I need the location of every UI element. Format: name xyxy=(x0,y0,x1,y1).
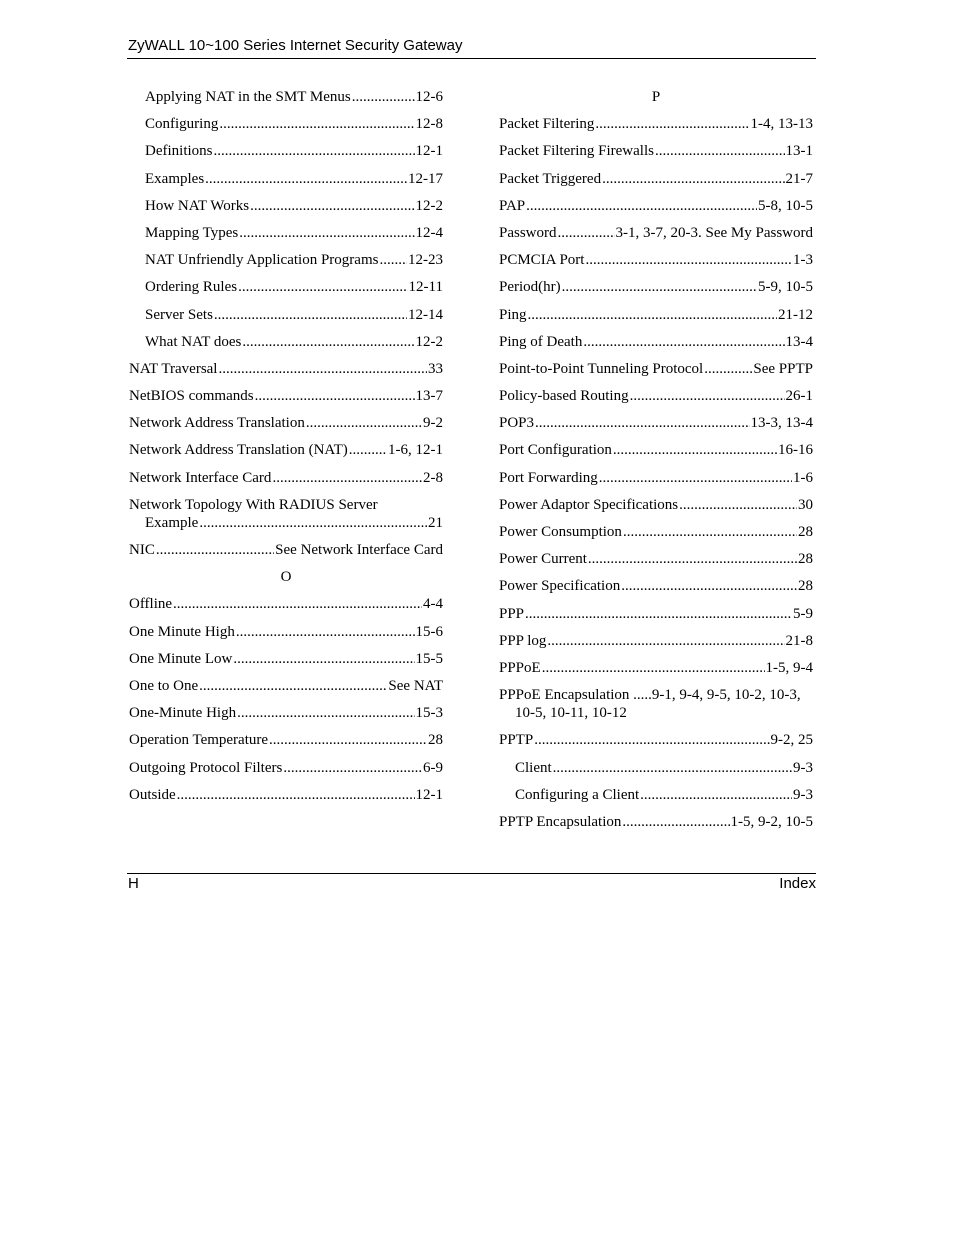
index-term: NetBIOS commands xyxy=(129,388,254,405)
page-reference: 13-3, 13-4 xyxy=(750,415,813,432)
index-term: Port Forwarding xyxy=(499,469,598,486)
index-term: NIC xyxy=(129,542,155,558)
index-entry xyxy=(499,142,813,160)
page-reference: 5-9 xyxy=(793,605,813,622)
index-subentry xyxy=(129,88,443,106)
page-reference: 21-7 xyxy=(785,170,813,187)
dot-leader xyxy=(269,731,427,749)
page-reference: 33 xyxy=(428,360,443,377)
dot-leader xyxy=(352,88,415,106)
index-column-left xyxy=(129,88,443,813)
index-entry xyxy=(129,650,443,668)
index-entry xyxy=(499,197,813,215)
dot-leader xyxy=(239,224,414,242)
index-term: Server Sets xyxy=(145,306,213,323)
page-reference: 9-3 xyxy=(793,786,813,803)
page-reference: 12-23 xyxy=(408,252,443,269)
dot-leader xyxy=(199,677,387,695)
page-reference: 1-3 xyxy=(793,252,813,269)
dot-leader xyxy=(542,659,765,677)
dot-leader xyxy=(349,441,387,459)
dot-leader xyxy=(528,306,777,324)
page-reference: 28 xyxy=(798,551,813,568)
index-subentry xyxy=(129,170,443,188)
index-term: Ping of Death xyxy=(499,333,583,350)
index-entry xyxy=(129,623,443,641)
page-reference: 1-5, 9-2, 10-5 xyxy=(730,813,813,830)
page-reference: 12-2 xyxy=(415,333,443,350)
header-title: ZyWALL 10~100 Series Internet Security Gateway xyxy=(128,37,463,54)
index-term: One-Minute High xyxy=(129,705,237,722)
index-term: Ping xyxy=(499,306,527,323)
index-entry xyxy=(499,523,813,541)
index-term: Port Configuration xyxy=(499,442,612,459)
page-reference: See PPTP xyxy=(753,360,813,377)
index-entry xyxy=(129,731,443,749)
index-entry xyxy=(499,496,813,514)
index-term: Offline xyxy=(129,596,173,613)
index-entry xyxy=(129,496,443,532)
index-term: Network Address Translation (NAT) xyxy=(129,442,348,459)
index-subentry xyxy=(129,278,443,296)
index-entry xyxy=(499,115,813,133)
index-term: PAP xyxy=(499,197,526,214)
dot-leader xyxy=(526,197,757,215)
index-term: NAT Unfriendly Application Programs xyxy=(145,252,379,269)
page-reference: 12-17 xyxy=(408,170,443,187)
dot-leader xyxy=(233,650,414,668)
page-reference: 9-2, 25 xyxy=(770,732,813,749)
index-term: Configuring a Client xyxy=(515,786,640,803)
index-letter-heading: P xyxy=(651,89,661,105)
page-reference: 15-5 xyxy=(415,650,443,667)
page-reference: 26-1 xyxy=(785,388,813,405)
page-reference: 15-6 xyxy=(415,623,443,640)
dot-leader xyxy=(640,786,792,804)
index-entry xyxy=(499,224,813,242)
index-entry xyxy=(499,278,813,296)
index-term: One Minute Low xyxy=(129,650,233,667)
index-term: Packet Triggered xyxy=(499,170,602,187)
index-subentry xyxy=(129,251,443,269)
index-term: Configuring xyxy=(145,116,219,133)
page-reference: 9-1, 9-4, 9-5, 10-2, 10-3, 10-5, 10-11, 10-12 xyxy=(515,687,801,722)
dot-leader xyxy=(613,441,777,459)
page-reference: 21 xyxy=(428,514,443,531)
page-reference: 12-4 xyxy=(415,224,443,241)
index-entry xyxy=(129,677,443,695)
dot-leader xyxy=(283,759,422,777)
index-subentry xyxy=(129,197,443,215)
dot-leader xyxy=(199,514,427,532)
index-entry xyxy=(129,786,443,804)
page-reference: 12-11 xyxy=(408,279,443,296)
page-reference: 28 xyxy=(798,578,813,595)
dot-leader xyxy=(177,786,415,804)
page-reference: 13-1 xyxy=(785,143,813,160)
index-term: One to One xyxy=(129,677,199,694)
index-term: Ordering Rules xyxy=(145,279,238,296)
page-reference: 2-8 xyxy=(423,469,443,486)
index-term: Point-to-Point Tunneling Protocol xyxy=(499,360,704,377)
index-term-tail: Example xyxy=(145,514,199,531)
page-reference: 21-8 xyxy=(785,632,813,649)
index-term: PPP xyxy=(499,605,525,622)
dot-leader xyxy=(255,387,415,405)
dot-leader xyxy=(534,731,769,749)
page-reference: 1-6, 12-1 xyxy=(388,442,443,459)
page-reference: 13-7 xyxy=(415,388,443,405)
page-reference: 12-14 xyxy=(408,306,443,323)
index-entry xyxy=(129,595,443,613)
index-entry xyxy=(129,387,443,405)
index-subentry xyxy=(129,224,443,242)
index-entry xyxy=(499,577,813,595)
page-reference: 6-9 xyxy=(423,759,443,776)
dot-leader xyxy=(585,251,792,269)
index-term: One Minute High xyxy=(129,623,235,640)
dot-leader xyxy=(679,496,797,514)
index-subentry xyxy=(499,786,813,804)
dot-leader xyxy=(156,541,274,559)
index-subentry xyxy=(129,306,443,324)
page-reference: 28 xyxy=(798,524,813,540)
dot-leader xyxy=(214,142,415,160)
dot-leader xyxy=(602,170,784,188)
index-term: Mapping Types xyxy=(145,224,239,241)
index-term: Client xyxy=(515,759,552,776)
index-term: PPTP xyxy=(499,732,534,749)
dot-leader xyxy=(525,605,792,623)
index-entry xyxy=(129,541,443,559)
page-reference: 1-6 xyxy=(793,469,813,486)
footer-rule xyxy=(127,873,816,874)
index-entry xyxy=(499,632,813,650)
page-reference: 1-5, 9-4 xyxy=(765,659,813,676)
index-term: Examples xyxy=(145,170,205,187)
page-reference: 9-2 xyxy=(423,415,443,432)
dot-leader xyxy=(214,306,407,324)
index-entry xyxy=(499,659,813,677)
index-letter-heading: O xyxy=(280,569,292,586)
index-entry xyxy=(499,387,813,405)
page-reference: 4-4 xyxy=(423,596,443,613)
index-term: Policy-based Routing xyxy=(499,388,629,405)
page-reference: 9-3 xyxy=(793,759,813,776)
index-term: Network Address Translation xyxy=(129,415,305,432)
dot-leader xyxy=(622,813,729,831)
index-entry xyxy=(499,469,813,487)
dot-leader xyxy=(205,170,407,188)
dot-leader xyxy=(599,469,792,487)
page-reference: 30 xyxy=(798,496,813,513)
index-entry xyxy=(499,360,813,378)
dot-leader xyxy=(237,704,414,722)
index-term: NAT Traversal xyxy=(129,360,218,377)
index-term: Period(hr) xyxy=(499,279,561,296)
index-term: PPP log xyxy=(499,632,547,649)
index-term: PPPoE Encapsulation xyxy=(499,687,630,704)
page-reference: 12-2 xyxy=(415,197,443,214)
index-term: PPTP Encapsulation xyxy=(499,813,622,830)
index-term: How NAT Works xyxy=(145,197,250,214)
index-entry xyxy=(499,550,813,568)
header-rule xyxy=(127,58,816,59)
dot-leader xyxy=(379,251,407,269)
dot-leader xyxy=(655,142,785,160)
dot-leader xyxy=(595,115,749,133)
index-term: Applying NAT in the SMT Menus xyxy=(145,89,351,105)
dot-leader xyxy=(623,523,797,541)
page-reference: 12-1 xyxy=(415,143,443,160)
index-term: POP3 xyxy=(499,415,535,432)
dot-leader xyxy=(558,224,615,242)
index-term: Packet Filtering xyxy=(499,116,595,133)
dot-leader xyxy=(630,387,785,405)
index-term: PPPoE xyxy=(499,659,541,676)
page-reference: 21-12 xyxy=(778,306,813,323)
index-subentry xyxy=(129,115,443,133)
index-column-right xyxy=(499,88,813,840)
page-reference: 15-3 xyxy=(415,705,443,722)
dot-leader xyxy=(547,632,784,650)
page-reference: 16-16 xyxy=(778,442,813,459)
index-term: Network Interface Card xyxy=(129,469,272,486)
dot-leader xyxy=(218,360,427,378)
index-subentry xyxy=(129,142,443,160)
index-term: Network Topology With RADIUS Server xyxy=(129,496,378,513)
footer-section-name: Index xyxy=(779,875,816,892)
index-entry xyxy=(129,360,443,378)
page-reference: 12-6 xyxy=(415,89,443,105)
page-reference: 5-8, 10-5 xyxy=(758,197,813,214)
dot-leader xyxy=(583,333,784,351)
dot-leader xyxy=(219,115,414,133)
index-term: Power Current xyxy=(499,551,587,568)
page-reference: See Network Interface Card xyxy=(275,542,443,558)
page-reference: 12-1 xyxy=(415,786,443,803)
index-entry xyxy=(499,731,813,749)
dot-leader xyxy=(562,278,757,296)
index-entry xyxy=(499,441,813,459)
dot-leader xyxy=(173,595,422,613)
index-entry xyxy=(499,170,813,188)
index-term: Power Adaptor Specifications xyxy=(499,496,679,513)
index-entry xyxy=(499,414,813,432)
dot-leader xyxy=(553,759,792,777)
dot-leader xyxy=(588,550,797,568)
index-entry xyxy=(499,813,813,831)
index-term: Outgoing Protocol Filters xyxy=(129,759,283,776)
index-entry xyxy=(129,414,443,432)
index-entry xyxy=(499,605,813,623)
page-reference: See NAT xyxy=(388,677,443,694)
index-term: Outside xyxy=(129,786,176,803)
dot-leader xyxy=(704,360,752,378)
page-reference: 12-8 xyxy=(415,116,443,133)
page-reference: 13-4 xyxy=(785,333,813,350)
index-entry xyxy=(129,759,443,777)
index-entry: PPPoE Encapsulation .....9-1, 9-4, 9-5, 10-2, 10-3, 10-5, 10-11, 10-12 xyxy=(499,687,801,722)
index-term: Power Specification xyxy=(499,578,621,595)
index-term: Power Consumption xyxy=(499,524,622,540)
dot-leader xyxy=(306,414,422,432)
footer-section-letter: H xyxy=(128,875,139,892)
dot-leader xyxy=(272,469,422,487)
index-term: PCMCIA Port xyxy=(499,252,585,269)
index-entry xyxy=(129,704,443,722)
index-term: Definitions xyxy=(145,143,213,160)
index-term: Password xyxy=(499,224,557,241)
index-term: What NAT does xyxy=(145,333,242,350)
index-entry xyxy=(499,251,813,269)
index-entry xyxy=(499,333,813,351)
dot-leader xyxy=(242,333,414,351)
index-subentry xyxy=(499,759,813,777)
index-term: Operation Temperature xyxy=(129,732,269,749)
index-entry xyxy=(499,306,813,324)
index-term: Packet Filtering Firewalls xyxy=(499,143,654,160)
page-reference: 3-1, 3-7, 20-3. See My Password xyxy=(615,224,813,241)
dot-leader xyxy=(236,623,415,641)
running-header xyxy=(128,37,816,55)
index-term-continuation xyxy=(129,514,443,532)
dot-leader xyxy=(621,577,797,595)
dot-leader xyxy=(250,197,414,215)
dot-leader xyxy=(535,414,749,432)
page-reference: 5-9, 10-5 xyxy=(758,279,813,296)
index-subentry xyxy=(129,333,443,351)
page-reference: 1-4, 13-13 xyxy=(750,116,813,133)
dot-leader xyxy=(238,278,407,296)
index-entry xyxy=(129,469,443,487)
page-reference: 28 xyxy=(428,732,443,749)
index-entry xyxy=(129,441,443,459)
